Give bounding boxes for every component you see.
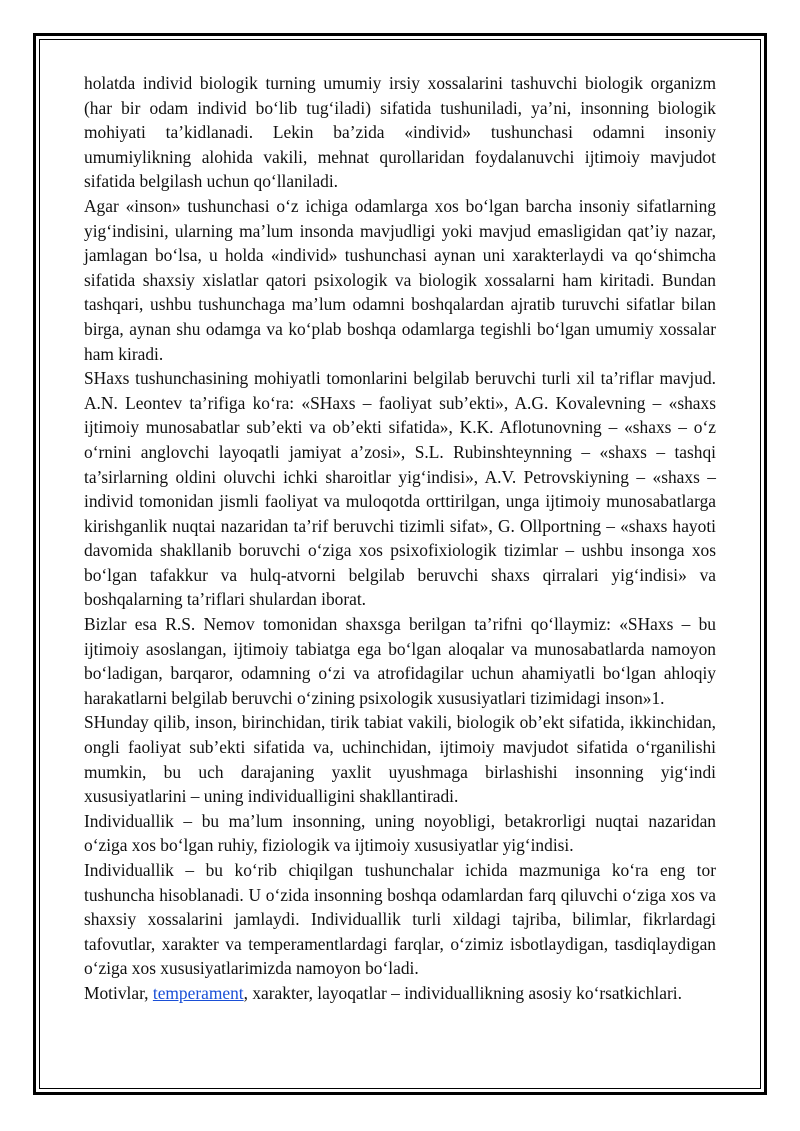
paragraph-7: Individuallik – bu ko‘rib chiqilgan tushunchalar ichida mazmuniga ko‘ra eng tor tushuncha hisoblanadi. U o‘zida insonning boshqa odamlardan farq qiluvchi o‘ziga xos va shaxsiy xossalarini jamlaydi. Individuallik turli xildagi tajriba, bilimlar, fikrlardagi tafovutlar, xarakter va temperamentlardagi farqlar, o‘zimiz isbotlaydigan, tasdiqlaydigan o‘ziga xos xususiyatlarimizda namoyon bo‘ladi. xyxy=(84,860,716,979)
paragraph-6: Individuallik – bu ma’lum insonning, uning noyobligi, betakrorligi nuqtai nazaridan o‘ziga xos bo‘lgan ruhiy, fiziologik va ijtimoiy xususiyatlar yig‘indisi. xyxy=(84,810,716,856)
paragraph-5: SHunday qilib, inson, birinchidan, tirik tabiat vakili, biologik ob’ekt sifatida, ikkinchidan, ongli faoliyat sub’ekti sifatida va, uchinchidan, ijtimoiy mavjudot sifatida o‘rganilishi mumkin, bu uch darajaning yaxlit uyushmaga birlashishi insonning yig‘indi xususiyatlarini – uning individualligini shakllantiradi. xyxy=(84,712,716,807)
document-body xyxy=(84,71,716,1006)
temperament-link[interactable]: temperament xyxy=(152,982,244,1003)
paragraph-2: Agar «inson» tushunchasi o‘z ichiga odamlarga xos bo‘lgan barcha insoniy sifatlarning yig‘indisini, ularning ma’lum insonda mavjudligi yoki mavjud emasligidan qat’iy nazar, jamlagan bo‘lsa, u holda «individ» tushunchasi aynan uni xarakterlaydi va qo‘shimcha sifatida shaxsiy xislatlar qatori psixologik va biologik xossalarni ham kiritadi. Bundan tashqari, ushbu tushunchaga ma’lum odamni boshqalardan ajratib turuvchi sifatlar bilan birga, aynan shu odamga va ko‘plab boshqa odamlarga tegishli bo‘lgan umumiy xossalar ham kiradi. xyxy=(84,195,716,364)
paragraph-4: Bizlar esa R.S. Nemov tomonidan shaxsga berilgan ta’rifni qo‘llaymiz: «SHaxs – bu ijtimoiy asoslangan, ijtimoiy tabiatga ega bo‘lgan aloqalar va munosabatlarda namoyon bo‘ladigan, barqaror, odamning o‘zi va atrofidagilar uchun ahamiyatli bo‘lgan ahloqiy harakatlarni belgilab beruvchi o‘zining psixologik xususiyatlari tizimidagi inson»1. xyxy=(84,614,716,708)
paragraph-8-end: , xarakter, layoqatlar – individuallikning asosiy ko‘rsatkichlari. xyxy=(243,982,682,1003)
paragraph-3: SHaxs tushunchasining mohiyatli tomonlarini belgilab beruvchi turli xil ta’riflar mavjud. A.N. Leontev ta’rifiga ko‘ra: «SHaxs – faoliyat sub’ekti», A.G. Kovalevning – «shaxs ijtimoiy munosabatlar sub’ekti va ob’ekti sifatida», K.K. Aflotunovning – «shaxs – o‘z o‘rnini anglovchi layoqatli jamiyat a’zosi», S.L. Rubinshteynning – «shaxs – tashqi ta’sirlarning oldini oluvchi ichki sharoitlar yig‘indisi», A.V. Petrovskiyning – «shaxs – individ tomonidan jismli faoliyat va muloqotda orttirilgan, unga ijtimoiy munosabatlarga kirishganlik nuqtai nazaridan ta’rif beruvchi tizimli sifat», G. Ollportning – «shaxs hayoti davomida shakllanib boruvchi o‘ziga xos psixofixiologik tizimlar – ushbu insonga xos bo‘lgan tafakkur va hulq-atvorni belgilab beruvchi shaxs qirralari yig‘indisi» va boshqalarning ta’riflari shulardan iborat. xyxy=(84,368,716,610)
paragraph-1: holatda individ biologik turning umumiy irsiy xossalarini tashuvchi biologik organizm (har bir odam individ bo‘lib tug‘iladi) sifatida tushuniladi, ya’ni, insonning biologik mohiyati ta’kidlanadi. Lekin ba’zida «individ» tushunchasi odamni insoniy umumiylikning alohida vakili, mehnat qurollaridan foydalanuvchi ijtimoiy mavjudot sifatida belgilash uchun qo‘llaniladi. xyxy=(84,73,716,192)
paragraph-8-start: Motivlar, xyxy=(84,982,153,1003)
paragraph-8 xyxy=(84,981,716,1006)
